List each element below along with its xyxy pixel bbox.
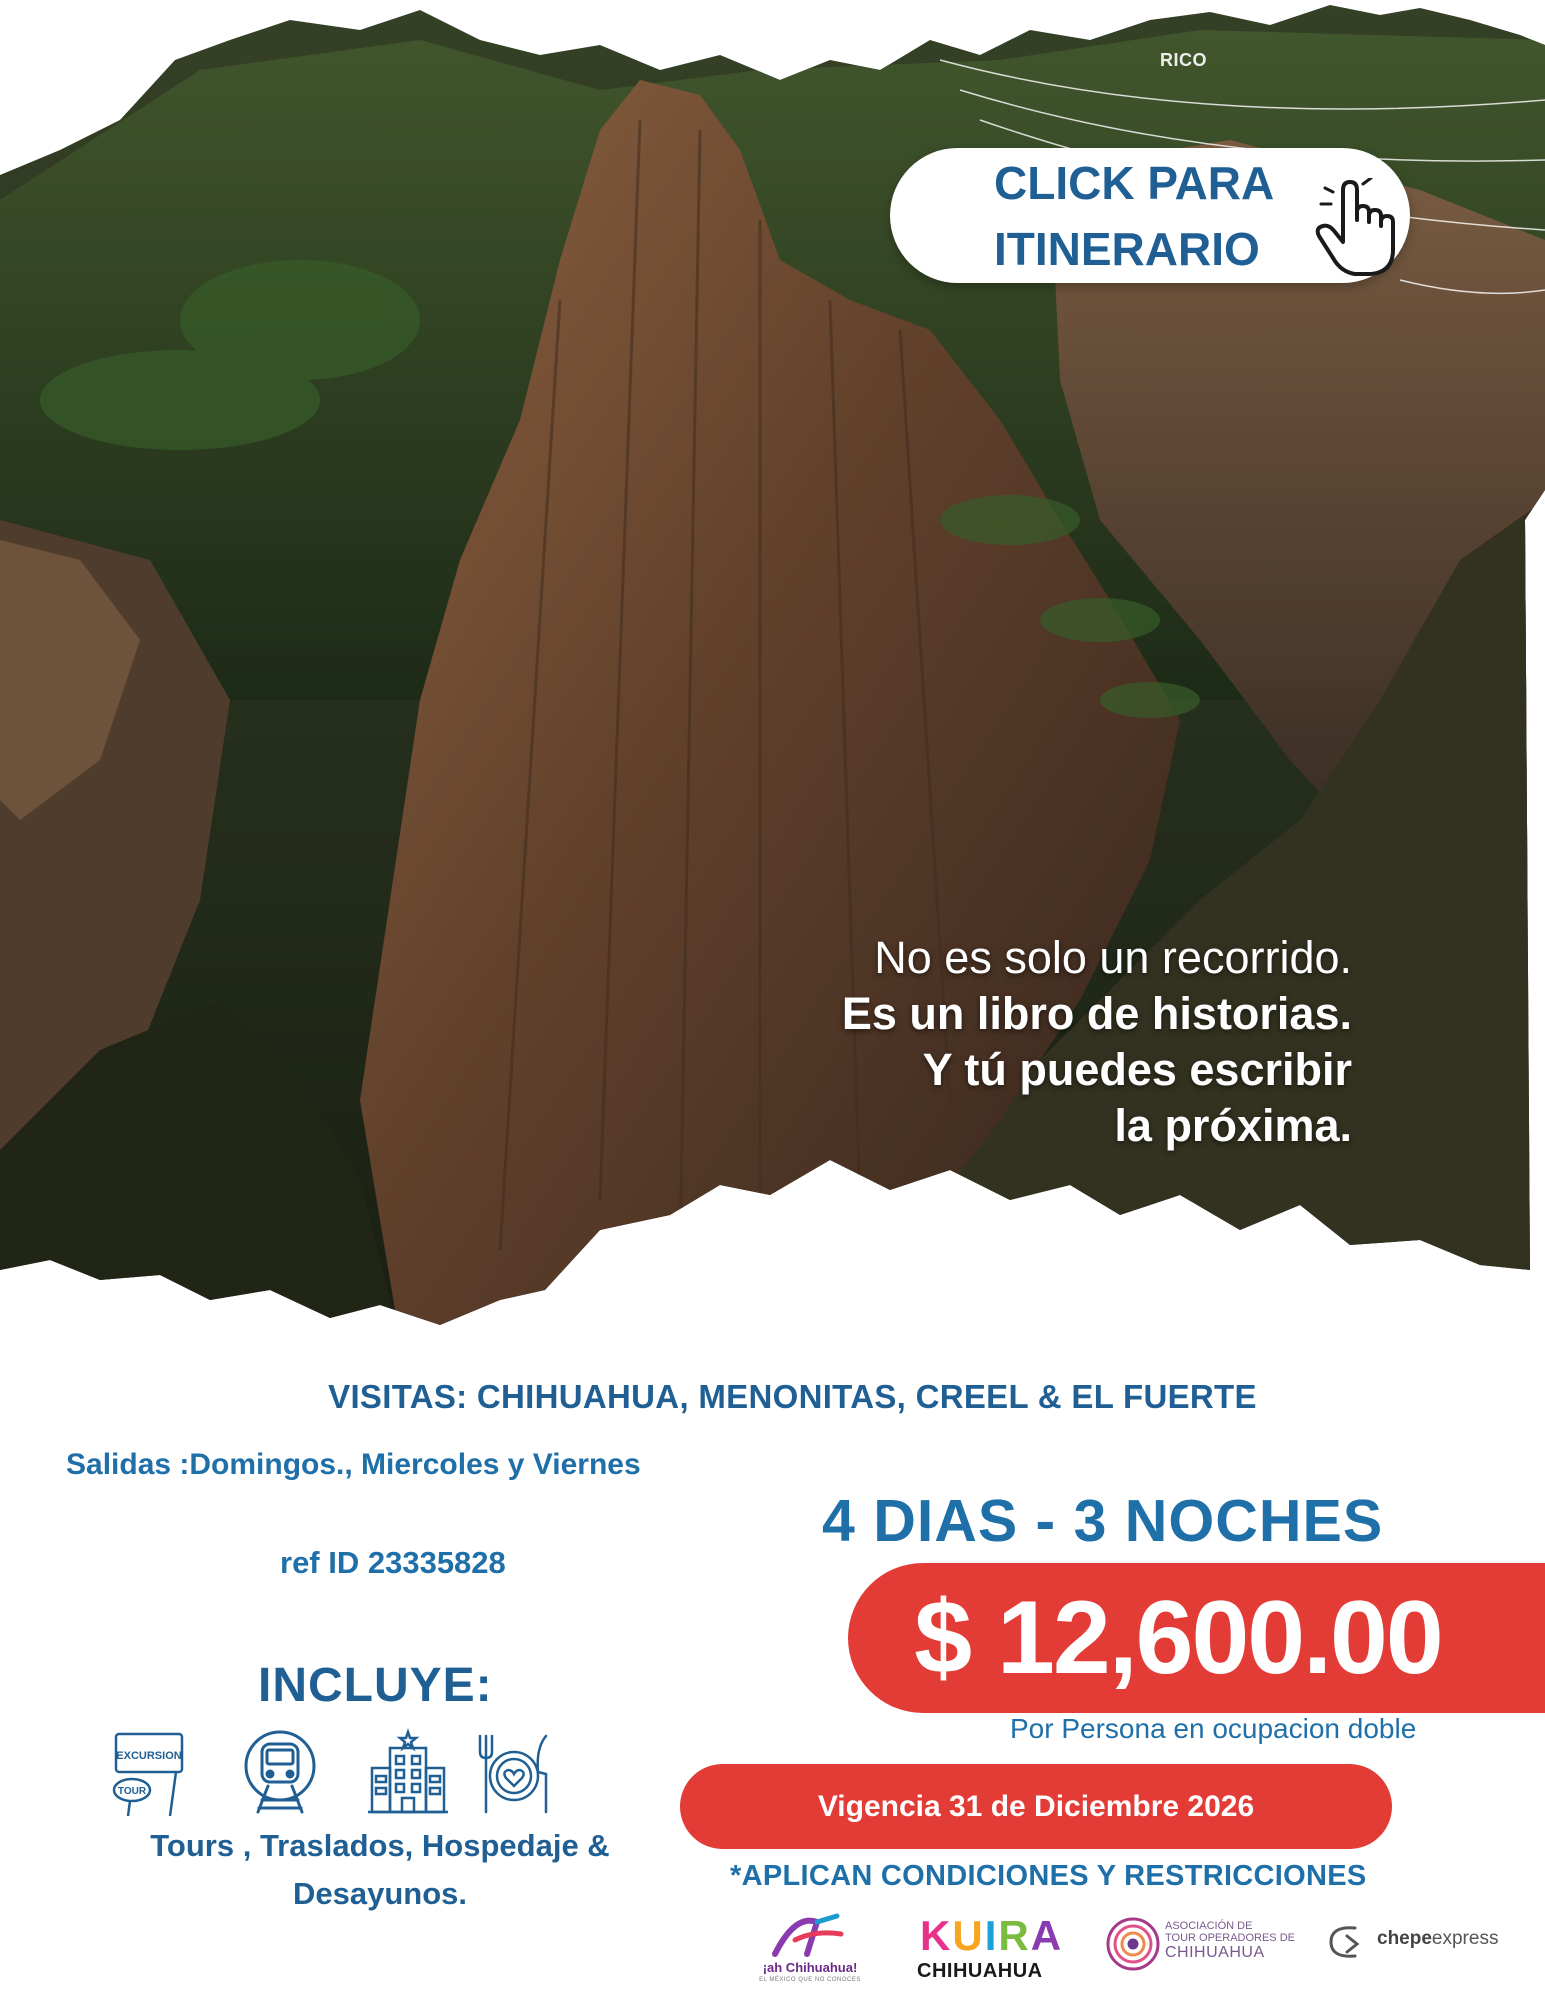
kuira-subtext: CHIHUAHUA	[917, 1960, 1043, 1982]
itinerary-line-1: CLICK PARA	[994, 157, 1275, 209]
price-value: $ 12,600.00	[914, 1580, 1442, 1696]
ah-chihuahua-subtext: EL MÉXICO QUE NO CONOCES	[759, 1977, 861, 1983]
tagline-line-4: la próxima.	[1114, 1100, 1352, 1151]
asociacion-logo	[1105, 1910, 1295, 1990]
incluye-line-1: Tours , Traslados, Hospedaje &	[150, 1828, 610, 1863]
conditions-note: *APLICAN CONDICIONES Y RESTRICCIONES	[730, 1860, 1367, 1892]
breakfast-plate-icon	[474, 1728, 554, 1823]
tour-sign-text: TOUR	[117, 1786, 147, 1797]
tagline-line-3: Y tú puedes escribir	[922, 1044, 1352, 1095]
ah-chihuahua-logo	[755, 1910, 865, 1990]
hero-tagline	[652, 930, 1352, 1154]
asociacion-line-2: TOUR OPERADORES DE	[1165, 1932, 1295, 1944]
chepe-text	[1377, 1928, 1498, 1950]
price-banner	[848, 1563, 1545, 1713]
vigencia-label: Vigencia 31 de Diciembre 2026	[817, 1790, 1255, 1823]
express-word: express	[1431, 1928, 1499, 1949]
itinerary-line-2: ITINERARIO	[994, 223, 1260, 275]
brand-snippet: RICO	[1160, 50, 1207, 70]
hotel-icon	[368, 1728, 448, 1823]
ah-chihuahua-mark-icon	[755, 1910, 865, 1960]
excursion-tour-sign-icon	[110, 1728, 190, 1823]
itinerary-button-label	[994, 148, 1334, 282]
chepe-word: chepe	[1377, 1928, 1432, 1949]
incluye-description	[60, 1822, 700, 1918]
asociacion-line-1: ASOCIACIÓN DE	[1165, 1920, 1253, 1932]
ref-id: ref ID 23335828	[280, 1545, 506, 1580]
pointing-hand-icon	[1305, 178, 1405, 278]
itinerary-button[interactable]	[890, 148, 1410, 283]
chepe-express-logo	[1325, 1910, 1525, 1990]
salidas-text: Salidas :Domingos., Miercoles y Viernes	[66, 1448, 641, 1481]
incluye-heading: INCLUYE:	[258, 1659, 493, 1712]
asociacion-mandala-icon	[1105, 1916, 1161, 1972]
asociacion-line-3: CHIHUAHUA	[1165, 1944, 1265, 1961]
ah-chihuahua-text: ¡ah Chihuahua!	[762, 1960, 858, 1975]
incluye-line-2: Desayunos.	[292, 1876, 467, 1911]
excursion-sign-text: EXCURSION	[116, 1750, 182, 1762]
train-icon	[240, 1728, 320, 1823]
chepe-swirl-icon	[1325, 1922, 1369, 1962]
price-note: Por Persona en ocupacion doble	[1010, 1713, 1417, 1744]
tagline-line-1: No es solo un recorrido.	[874, 932, 1352, 983]
tagline-line-2: Es un libro de historias.	[841, 988, 1352, 1039]
asociacion-text	[1165, 1920, 1295, 1944]
duration-heading: 4 DIAS - 3 NOCHES	[822, 1488, 1384, 1554]
kuira-logo	[912, 1910, 1062, 1990]
visitas-heading: VISITAS: CHIHUAHUA, MENONITAS, CREEL & EL FUERTE	[328, 1378, 1257, 1415]
vigencia-badge	[680, 1764, 1392, 1849]
kuira-wordmark: KUIRA	[920, 1912, 1064, 1959]
